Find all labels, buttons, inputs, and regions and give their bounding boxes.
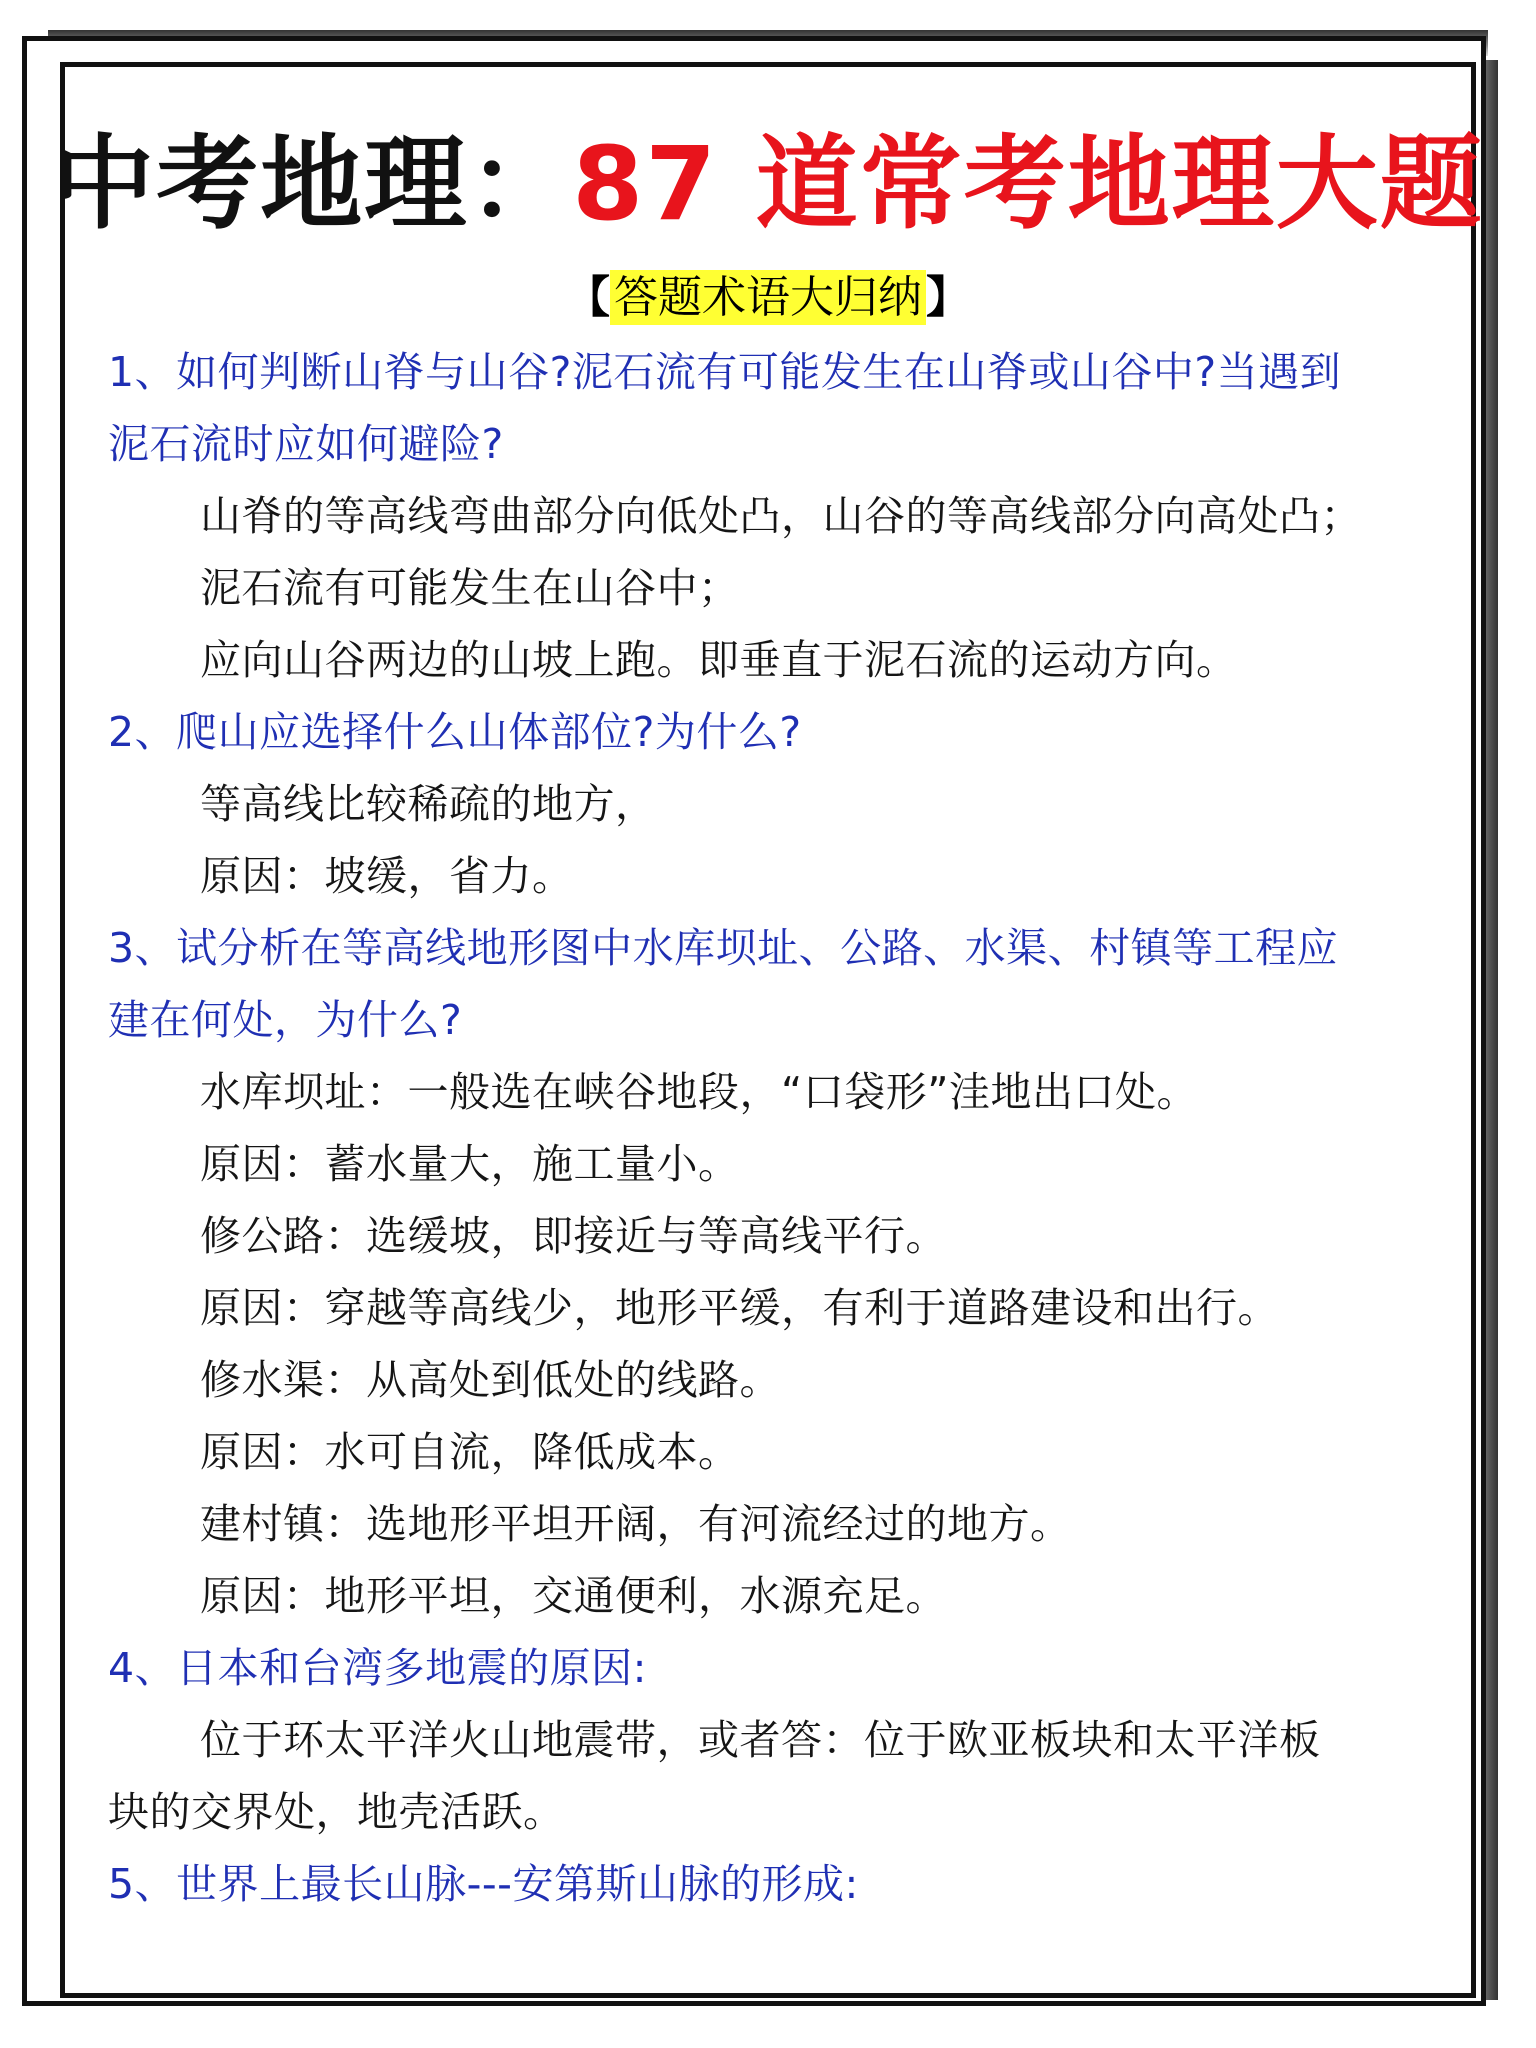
answer-line: 泥石流有可能发生在山谷中；: [200, 564, 740, 612]
answer-line: 原因：坡缓，省力。: [200, 852, 574, 900]
answer-line: 水库坝址：一般选在峡谷地段，“口袋形”洼地出口处。: [200, 1068, 1198, 1116]
answer-line: 原因：水可自流，降低成本。: [200, 1428, 740, 1476]
answer-line: 原因：地形平坦，交通便利，水源充足。: [200, 1572, 947, 1620]
answer-line: 位于环太平洋火山地震带，或者答：位于欧亚板块和太平洋板: [200, 1716, 1321, 1764]
subtitle-left-bracket: 【: [566, 272, 610, 323]
answer-line: 建村镇：选地形平坦开阔，有河流经过的地方。: [200, 1500, 1072, 1548]
subtitle-highlight-text: 答题术语大归纳: [610, 270, 926, 325]
answer-line: 块的交界处，地壳活跃。: [108, 1788, 565, 1836]
question-line: 泥石流时应如何避险?: [108, 420, 504, 468]
answer-line: 修水渠：从高处到低处的线路。: [200, 1356, 781, 1404]
answer-line: 修公路：选缓坡，即接近与等高线平行。: [200, 1212, 947, 1260]
question-line: 1、如何判断山脊与山谷?泥石流有可能发生在山脊或山谷中?当遇到: [108, 348, 1342, 396]
question-line: 5、世界上最长山脉---安第斯山脉的形成:: [108, 1860, 859, 1908]
subtitle: [0, 268, 1536, 328]
title-highlight: 87 道常考地理大题: [572, 125, 1484, 244]
question-line: 3、试分析在等高线地形图中水库坝址、公路、水渠、村镇等工程应: [108, 924, 1339, 972]
answer-line: 等高线比较稀疏的地方，: [200, 780, 657, 828]
question-list: [108, 336, 1448, 1920]
subtitle-right-bracket: 】: [926, 272, 970, 323]
question-line: 建在何处，为什么?: [108, 996, 463, 1044]
question-line: 2、爬山应选择什么山体部位?为什么?: [108, 708, 802, 756]
title-prefix: 中考地理：: [52, 125, 573, 244]
question-line: 4、日本和台湾多地震的原因:: [108, 1644, 647, 1692]
answer-line: 应向山谷两边的山坡上跑。即垂直于泥石流的运动方向。: [200, 636, 1238, 684]
answer-line: 原因：蓄水量大，施工量小。: [200, 1140, 740, 1188]
page-title: [0, 120, 1536, 250]
answer-line: 山脊的等高线弯曲部分向低处凸，山谷的等高线部分向高处凸；: [200, 492, 1362, 540]
answer-line: 原因：穿越等高线少，地形平缓，有利于道路建设和出行。: [200, 1284, 1279, 1332]
